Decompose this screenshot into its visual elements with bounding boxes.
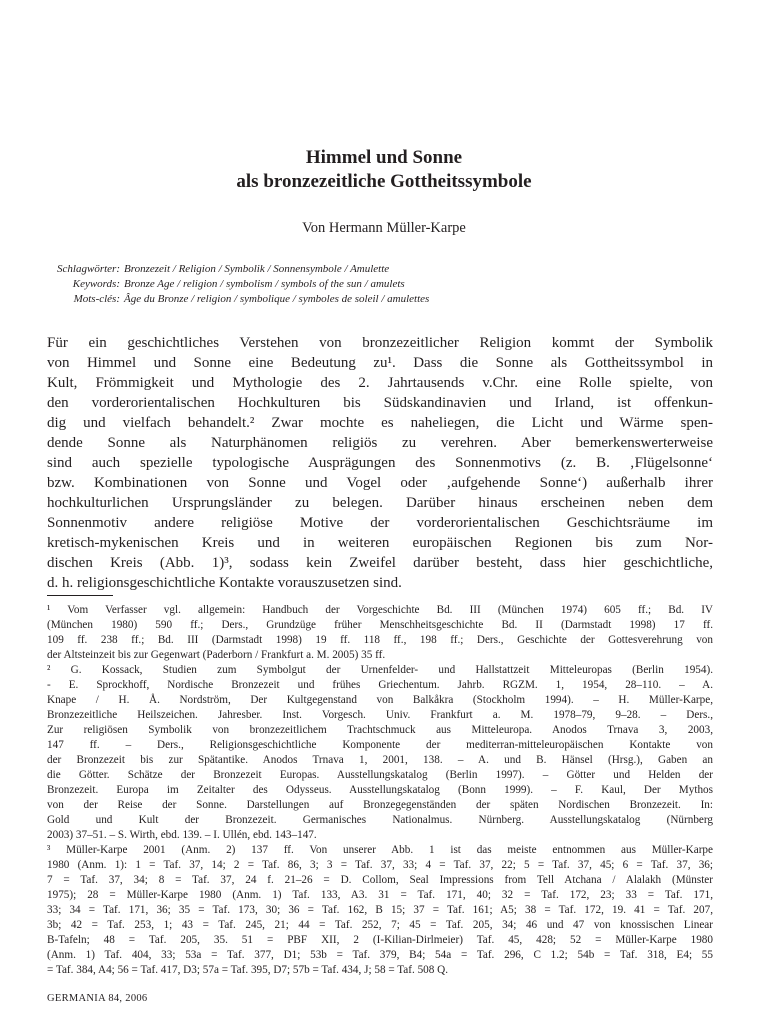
footnote-line: 3b; 42 = Taf. 253, 1; 43 = Taf. 245, 21; 44 = Taf. 252, 7; 45 = Taf. 205, 34; 46 und 47 von knossischen Linear (47, 919, 713, 931)
footnote-line: von der Reise der Sonne. Darstellungen auf Bronzegegenständen der späten Nordischen Bronzezeit. In: (47, 799, 713, 811)
footnote-line: (München 1980) 590 ff.; Ders., Grundzüge früher Menschheitsgeschichte Bd. II (Darmstadt 1998) 17 ff. (47, 619, 713, 631)
body-line: Für ein geschichtliches Verstehen von bronzezeitlicher Religion kommt der Symbolik (47, 335, 713, 351)
body-line: Kult, Frömmigkeit und Mythologie des 2. Jahrtausends v.Chr. eine Rolle spielte, von (47, 375, 713, 391)
footnote-line: 7 = Taf. 37, 34; 8 = Taf. 37, 24 f. 21–26 = D. Collom, Seal Impressions from Tell Atchana / Alalakh (Münster (47, 874, 713, 886)
footnote-line: Bronzezeit. Europa im Zeitalter des Odysseus. Ausstellungskatalog (Bonn 1999). – F. Kaul, Der Mythos (47, 784, 713, 796)
footnote-line: der Altsteinzeit bis zur Gegenwart (Paderborn / Frankfurt a. M. 2005) 35 ff. (47, 649, 386, 661)
footnote-line: Zur religiösen Symbolik von bronzezeitlichem Trachtschmuck aus Mitteleuropa. Anodos Trnava 3, 2003, (47, 724, 713, 736)
footnote-line: der Bronzezeit bis zur Spätantike. Anodos Trnava 1, 2001, 138. – A. und B. Hänsel (Hrsg.), Gaben an (47, 754, 713, 766)
footnote-line: (Anm. 1) Taf. 404, 33; 53a = Taf. 377, D1; 53b = Taf. 379, B4; 54a = Taf. 296, C 1.2; 54b = Taf. 318, E4; 55 (47, 949, 713, 961)
body-line: sind auch spezielle typologische Ausprägungen des Sonnenmotivs (z. B. ‚Flügelsonne‘ (47, 455, 713, 471)
body-line: dende Sonne als Naturphänomen religiös zu verehren. Aber bemerkenswerterweise (47, 435, 713, 451)
journal-footer: GERMANIA 84, 2006 (47, 993, 148, 1004)
keywords-text: Bronzezeit / Religion / Symbolik / Sonnensymbole / Amulette (124, 263, 390, 275)
footnote-rule (47, 595, 113, 596)
footnote-line: ³ Müller-Karpe 2001 (Anm. 2) 137 ff. Von unserer Abb. 1 ist das meiste entnommen aus Müller-Karpe (47, 844, 713, 856)
keywords-german (0, 262, 768, 277)
body-line: von Himmel und Sonne eine Bedeutung zu¹. Dass die Sonne als Gottheitssymbol in (47, 355, 713, 371)
footnote-line: 147 ff. – Ders., Religionsgeschichtliche Komponente der mediterran-mitteleuropäischen Kontakte von (47, 739, 713, 751)
footnote-line: 1980 (Anm. 1): 1 = Taf. 37, 14; 2 = Taf. 86, 3; 3 = Taf. 37, 33; 4 = Taf. 37, 22; 5 = Taf. 37, 45; 6 = Taf. 37, 36; (47, 859, 713, 871)
body-line: dischen Kreis (Abb. 1)³, sodass kein Zweifel darüber besteht, dass hier geschichtliche, (47, 555, 713, 571)
footnote-line: 2003) 37–51. – S. Wirth, ebd. 139. – I. Ullén, ebd. 143–147. (47, 829, 317, 841)
footnote-line: = Taf. 384, A4; 56 = Taf. 417, D3; 57a = Taf. 395, D7; 57b = Taf. 434, J; 58 = Taf. 508 Q. (47, 964, 449, 976)
author-line: Von Hermann Müller-Karpe (302, 220, 466, 236)
keywords-label: Mots-clés: (73, 293, 120, 305)
footnote-line: 109 ff. 238 ff.; Bd. III (Darmstadt 1998) 19 ff. 118 ff., 198 ff.; Ders., Geschichte der Gottesverehrung von (47, 634, 713, 646)
keywords-label: Schlagwörter: (57, 263, 120, 275)
article-title-line-1: Himmel und Sonne (305, 147, 463, 168)
body-line: kretisch-mykenischen Kreis und in weiteren europäischen Regionen bis zum Nor- (47, 535, 713, 551)
footnote-line: B-Tafeln; 48 = Taf. 205, 35. 51 = PBF XII, 2 (I-Kilian-Dirlmeier) Taf. 45, 428; 52 = Müller-Karpe 1980 (47, 934, 713, 946)
keywords-text: Âge du Bronze / religion / symbolique / symboles de soleil / amulettes (124, 293, 430, 305)
body-line: dig und vielfach behandelt.² Zwar mochte es naheliegen, die Licht und Wärme spen- (47, 415, 713, 431)
footnote-line: Knape / H. Å. Nordström, Der Kultgegenstand von Balkåkra (Stockholm 1994). – H. Müller-Karpe, (47, 694, 713, 706)
keywords-english (0, 277, 768, 292)
keywords-text: Bronze Age / religion / symbolism / symbols of the sun / amulets (124, 278, 405, 290)
article-title-line-2: als bronzezeitliche Gottheitssymbole (236, 171, 532, 192)
footnote-line: 1975); 28 = Müller-Karpe 1980 (Anm. 1) Taf. 133, A3. 31 = Taf. 171, 40; 32 = Taf. 172, 23; 33 = Taf. 171, (47, 889, 713, 901)
footnote-line: ¹ Vom Verfasser vgl. allgemein: Handbuch der Vorgeschichte Bd. III (München 1974) 605 ff.; Bd. IV (47, 604, 713, 616)
footnote-line: ² G. Kossack, Studien zum Symbolgut der Urnenfelder- und Hallstattzeit Mitteleuropas (Berlin 1954). (47, 664, 713, 676)
footnote-line: - E. Sprockhoff, Nordische Bronzezeit und frühes Griechentum. Jahrb. RGZM. 1, 1954, 28–110. – A. (47, 679, 713, 691)
footnote-line: Bronzezeitliche Heilszeichen. Jahresber. Inst. Vorgesch. Univ. Frankfurt a. M. 1978–79, 9–28. – Ders., (47, 709, 713, 721)
body-line: bzw. Kombinationen von Sonne und Vogel oder ‚aufgehende Sonne‘) außerhalb ihrer (47, 475, 713, 491)
body-line: hochkulturlichen Ursprungsländer zu belegen. Darüber hinaus erscheinen neben dem (47, 495, 713, 511)
body-line: den vorderorientalischen Hochkulturen bis Südskandinavien und Irland, ist offenkun- (47, 395, 713, 411)
body-line: Sonnenmotiv andere religiöse Motive der vorderorientalischen Geschichtsräume im (47, 515, 713, 531)
keywords-label: Keywords: (72, 278, 120, 290)
body-line: d. h. religionsgeschichtliche Kontakte vorauszusetzen sind. (47, 575, 402, 591)
keywords-french (0, 292, 768, 307)
footnote-line: Gold und Kult der Bronzezeit. Germanisches Nationalmus. Nürnberg. Ausstellungskatalog (Nürnberg (47, 814, 713, 826)
footnote-line: 33; 34 = Taf. 171, 36; 35 = Taf. 173, 30; 36 = Taf. 162, B 15; 37 = Taf. 161; A5; 38 = Taf. 172, 19. 41 = Taf. 207, (47, 904, 713, 916)
footnote-line: die Götter. Schätze der Bronzezeit Europas. Ausstellungskatalog (Berlin 1997). – Götter und Helden der (47, 769, 713, 781)
